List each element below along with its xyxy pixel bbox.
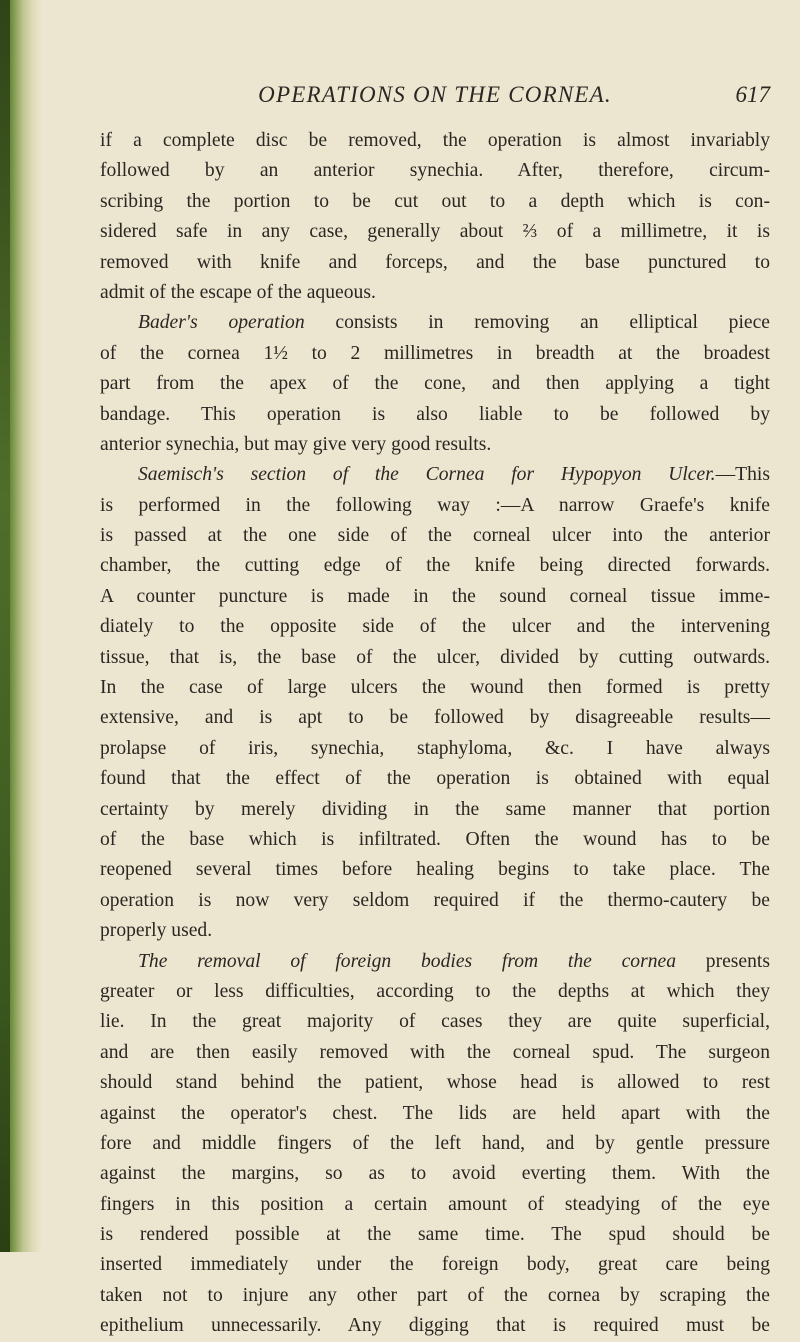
text-line-content: part from the apex of the cone, and then applying a tight	[100, 373, 770, 395]
text-line	[100, 308, 770, 338]
text-line	[100, 187, 770, 217]
text-line-content: of the base which is infiltrated. Often the wound has to be	[100, 828, 770, 850]
text-line	[100, 460, 770, 490]
text-line-content: scribing the portion to be cut out to a depth which is con-	[100, 190, 770, 212]
text-line-content: diately to the opposite side of the ulcer and the intervening	[100, 616, 770, 638]
text-line	[100, 1220, 770, 1250]
page-header	[100, 82, 770, 116]
text-line	[100, 491, 770, 521]
text-line-content: against the margins, so as to avoid everting them. With the	[100, 1163, 770, 1185]
text-line	[100, 156, 770, 186]
text-line	[100, 1250, 770, 1280]
text-line	[100, 612, 770, 642]
text-line	[100, 1038, 770, 1068]
text-line-content: greater or less difficulties, according to the depths at which they	[100, 980, 770, 1002]
text-line-content: lie. In the great majority of cases they are quite superficial,	[100, 1011, 770, 1033]
text-line	[100, 248, 770, 278]
text-line-content: is performed in the following way :—A narrow Graefe's knife	[100, 494, 770, 516]
text-line-content: properly used.	[100, 920, 213, 942]
page-number: 617	[735, 82, 770, 107]
text-line-content: sidered safe in any case, generally about ⅔ of a millimetre, it is	[100, 221, 770, 243]
text-line-content: inserted immediately under the foreign body, great care being	[100, 1254, 770, 1276]
text-line	[100, 673, 770, 703]
text-line-content: prolapse of iris, synechia, staphyloma, &c. I have always	[100, 737, 770, 759]
text-line	[100, 825, 770, 855]
text-line-content: if a complete disc be removed, the operation is almost invariably	[100, 130, 770, 151]
text-line-content: should stand behind the patient, whose head is allowed to rest	[100, 1072, 770, 1094]
text-line-content: chamber, the cutting edge of the knife being directed forwards.	[100, 555, 770, 577]
text-line	[100, 886, 770, 916]
text-line-content: of the cornea 1½ to 2 millimetres in breadth at the broadest	[100, 342, 770, 364]
text-line	[100, 1190, 770, 1220]
text-line-content: epithelium unnecessarily. Any digging that is required must be	[100, 1315, 770, 1337]
text-line-content: reopened several times before healing begins to take place. The	[100, 859, 770, 881]
text-line-content: is passed at the one side of the corneal ulcer into the anterior	[100, 525, 770, 547]
italic-heading: The removal of foreign bodies from the cornea	[138, 950, 677, 972]
text-line-content: consists in removing an elliptical piece	[335, 312, 770, 334]
text-line	[100, 977, 770, 1007]
text-line	[100, 521, 770, 551]
text-line-content: operation is now very seldom required if the thermo-cautery be	[100, 889, 770, 911]
text-line-content: taken not to injure any other part of the cornea by scraping the	[100, 1284, 770, 1306]
text-line	[100, 734, 770, 764]
text-line-content: is rendered possible at the same time. The spud should be	[100, 1224, 770, 1246]
text-line	[100, 916, 770, 946]
text-line-content: bandage. This operation is also liable to be followed by	[100, 403, 770, 425]
text-line	[100, 703, 770, 733]
text-line	[100, 764, 770, 794]
text-line	[100, 430, 770, 460]
text-line-content: admit of the escape of the aqueous.	[100, 281, 376, 303]
text-line	[100, 582, 770, 612]
text-line	[100, 1007, 770, 1037]
text-line	[100, 1281, 770, 1311]
text-line-content: In the case of large ulcers the wound then formed is pretty	[100, 677, 770, 699]
text-line	[100, 1068, 770, 1098]
italic-heading: Saemisch's section of the Cornea for Hypopyon Ulcer.	[138, 464, 716, 486]
text-line	[100, 1099, 770, 1129]
text-line-content: and are then easily removed with the corneal spud. The surgeon	[100, 1041, 770, 1063]
body-text	[100, 126, 770, 1342]
text-line	[100, 1129, 770, 1159]
text-line-content: fingers in this position a certain amount of steadying of the eye	[100, 1193, 770, 1215]
text-line-content: extensive, and is apt to be followed by disagreeable results—	[100, 707, 770, 729]
text-line	[100, 126, 770, 156]
text-line-content: against the operator's chest. The lids are held apart with the	[100, 1102, 770, 1124]
text-line	[100, 643, 770, 673]
text-line-content: removed with knife and forceps, and the base punctured to	[100, 251, 770, 273]
text-line	[100, 278, 770, 308]
text-line	[100, 217, 770, 247]
text-line	[100, 1311, 770, 1341]
text-line	[100, 947, 770, 977]
italic-heading: Bader's operation	[138, 312, 305, 334]
text-line	[100, 339, 770, 369]
text-line-content: A counter puncture is made in the sound corneal tissue imme-	[100, 585, 770, 607]
text-line	[100, 795, 770, 825]
text-line	[100, 1159, 770, 1189]
text-line	[100, 400, 770, 430]
text-line-content: followed by an anterior synechia. After, therefore, circum-	[100, 160, 770, 182]
binding-shadow	[0, 0, 10, 1252]
running-title: OPERATIONS ON THE CORNEA.	[258, 82, 612, 107]
text-line-content: certainty by merely dividing in the same manner that portion	[100, 798, 770, 820]
text-line	[100, 551, 770, 581]
text-line	[100, 369, 770, 399]
text-line-content: found that the effect of the operation is obtained with equal	[100, 768, 770, 790]
text-line-content: fore and middle fingers of the left hand, and by gentle pressure	[100, 1132, 770, 1154]
text-line-content: —This	[715, 464, 770, 486]
text-line-content: anterior synechia, but may give very good results.	[100, 433, 492, 455]
text-line-content: presents	[705, 950, 770, 972]
text-line-content: tissue, that is, the base of the ulcer, divided by cutting outwards.	[100, 646, 770, 668]
text-line	[100, 855, 770, 885]
